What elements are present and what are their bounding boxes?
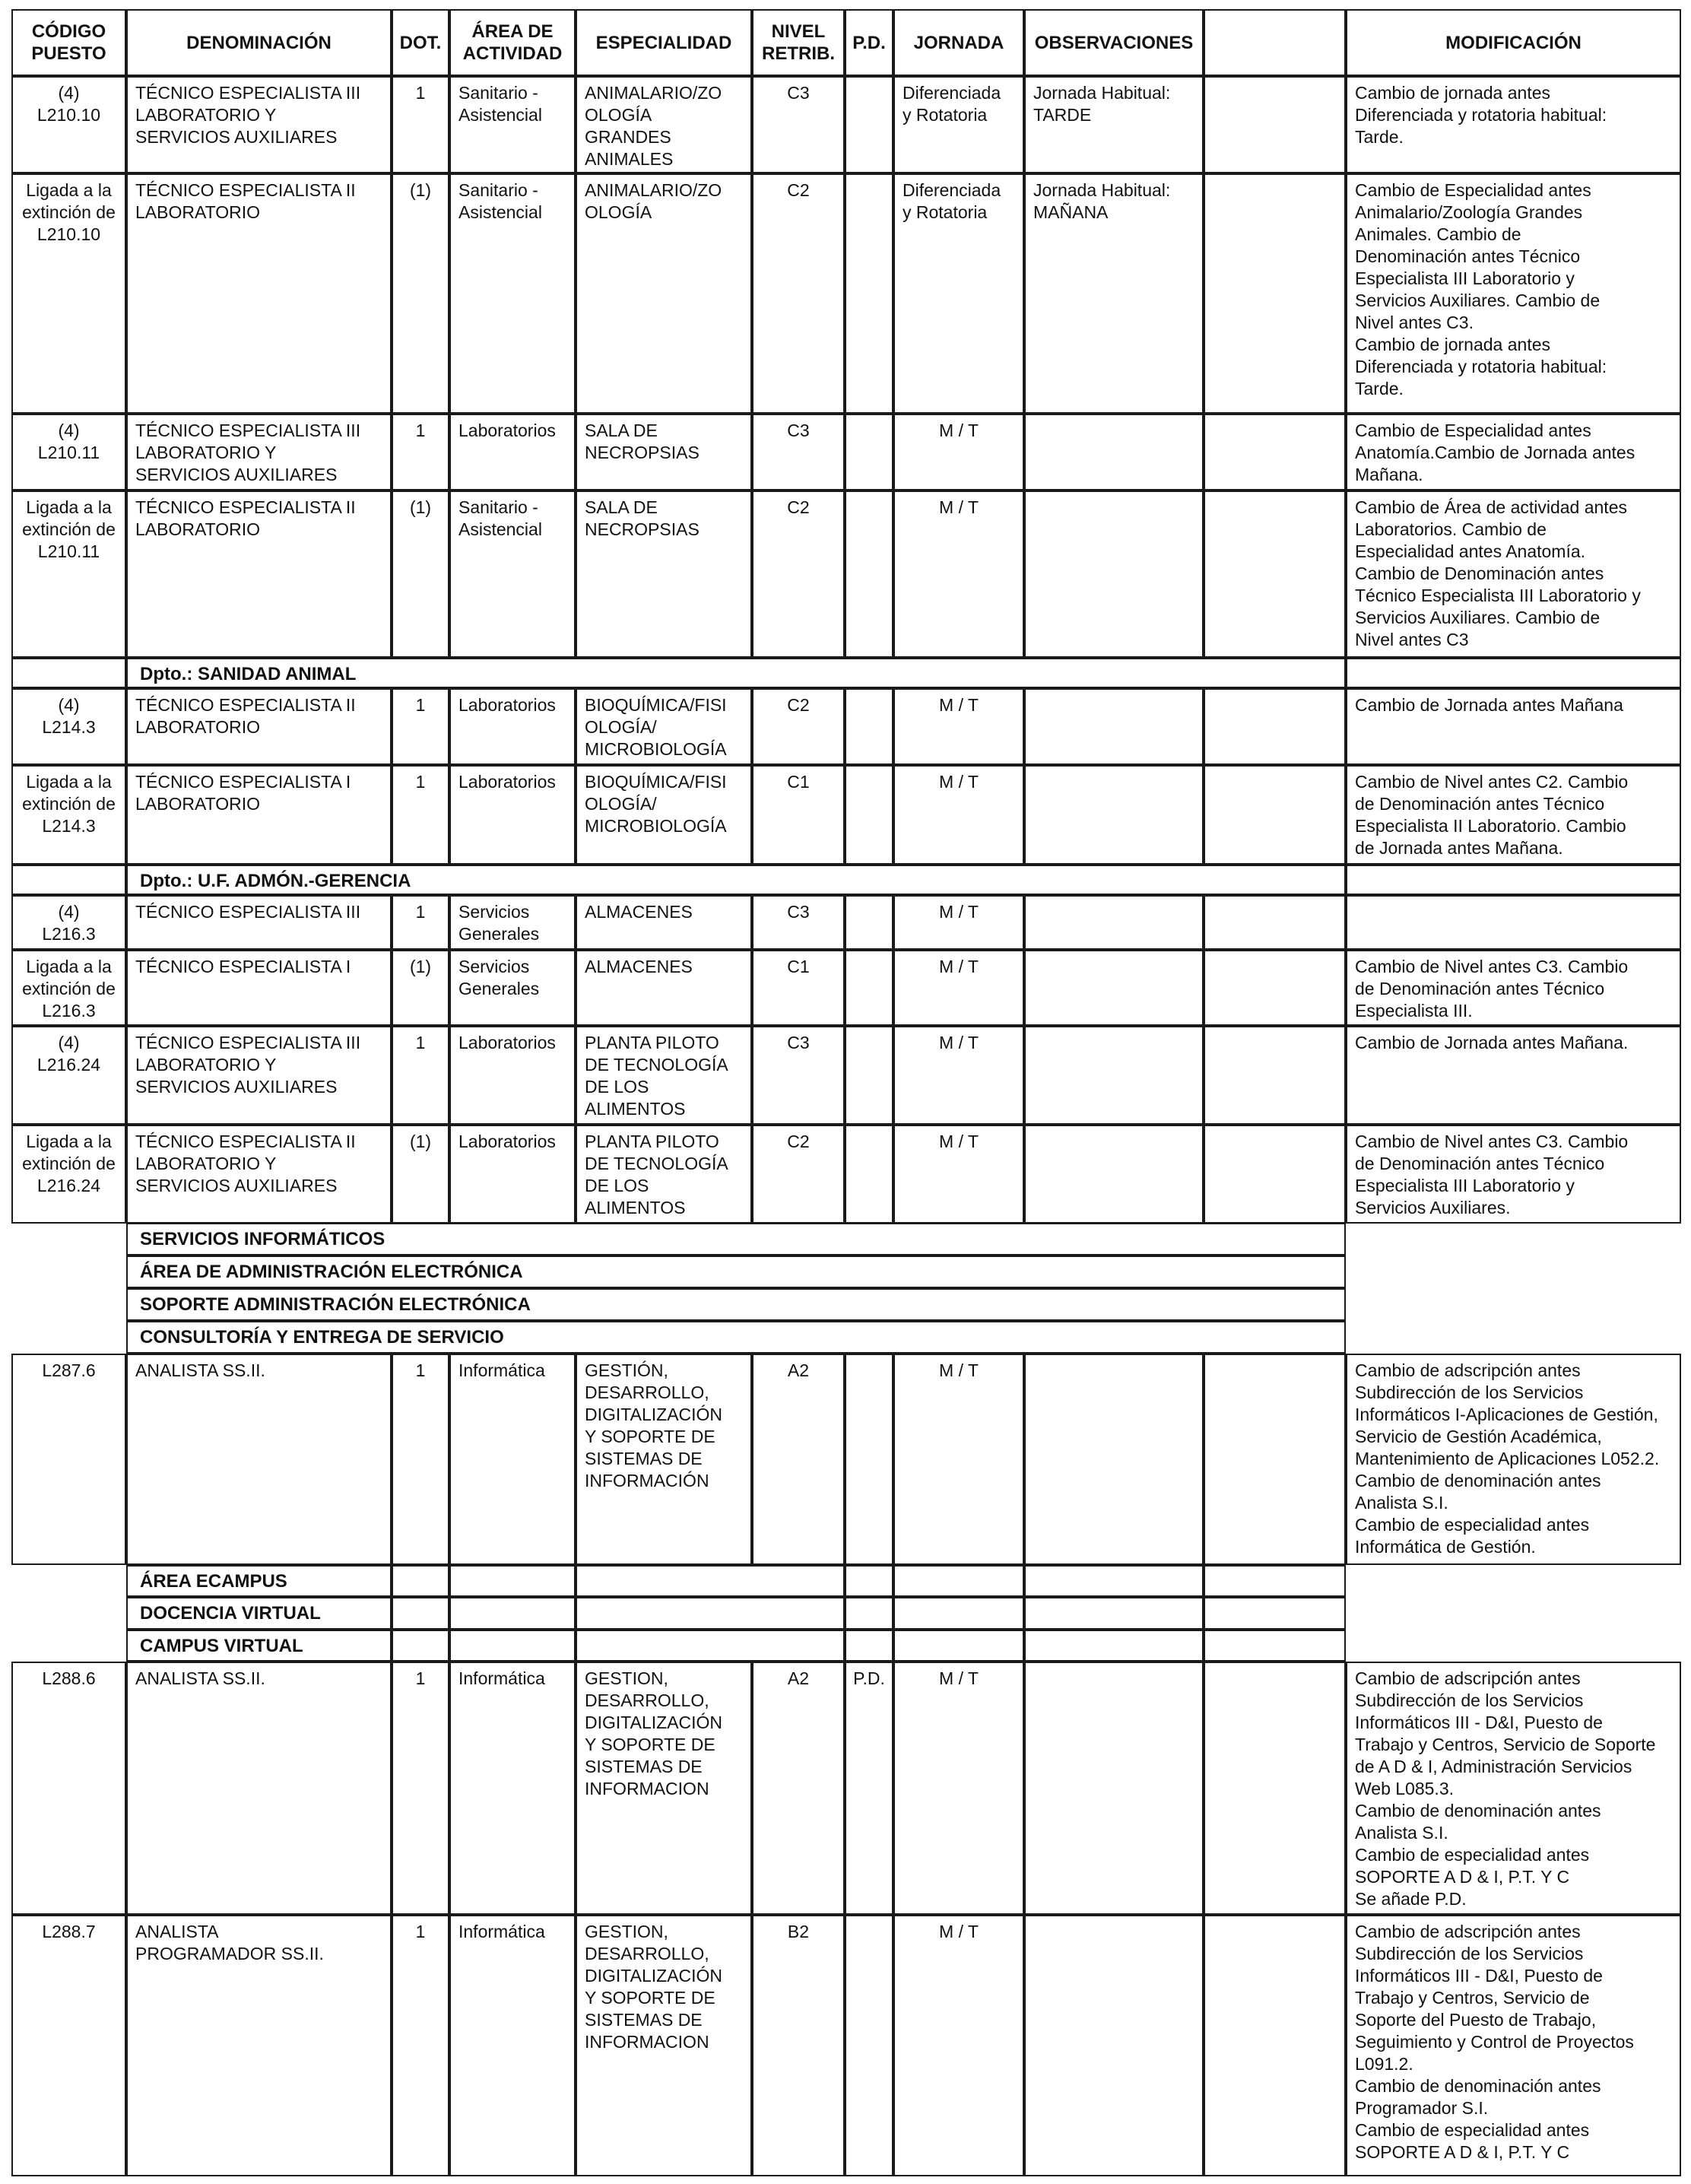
cell-dot: (1) bbox=[392, 173, 449, 414]
cell-modificacion: Cambio de Nivel antes C3. Cambio de Denominación antes Técnico Especialista III Laboratorio y Servicios Auxiliares. bbox=[1346, 1125, 1681, 1224]
cell-modificacion: Cambio de Especialidad antes Anatomía.Cambio de Jornada antes Mañana. bbox=[1346, 414, 1681, 490]
band-grid-cell bbox=[576, 1565, 845, 1597]
cell-jornada: M / T bbox=[893, 414, 1024, 490]
cell-pd bbox=[845, 1354, 893, 1565]
cell-pd bbox=[845, 173, 893, 414]
cell-denominacion: TÉCNICO ESPECIALISTA II LABORATORIO bbox=[126, 490, 392, 658]
cell-nivel: C2 bbox=[752, 490, 845, 658]
cell-observaciones bbox=[1024, 1026, 1204, 1125]
section-band-area_ecampus: ÁREA ECAMPUS bbox=[126, 1565, 392, 1597]
cell-blank bbox=[1204, 173, 1346, 414]
cell-pd bbox=[845, 414, 893, 490]
cell-denominacion: TÉCNICO ESPECIALISTA III LABORATORIO Y SERVICIOS AUXILIARES bbox=[126, 414, 392, 490]
cell-codigo: Ligada a la extinción de L216.3 bbox=[11, 950, 126, 1026]
cell-denominacion: TÉCNICO ESPECIALISTA II LABORATORIO Y SERVICIOS AUXILIARES bbox=[126, 1125, 392, 1224]
cell-denominacion: TÉCNICO ESPECIALISTA II LABORATORIO bbox=[126, 688, 392, 765]
cell-codigo: (4) L216.24 bbox=[11, 1026, 126, 1125]
band-grid-cell bbox=[1024, 1597, 1204, 1630]
cell-blank bbox=[1204, 688, 1346, 765]
header-especialidad: ESPECIALIDAD bbox=[576, 9, 752, 76]
cell-area: Sanitario - Asistencial bbox=[449, 173, 576, 414]
cell-nivel: C2 bbox=[752, 688, 845, 765]
cell-modificacion: Cambio de adscripción antes Subdirección de los Servicios Informáticos III - D&I, Puesto de Trabajo y Centros, Servicio de Soporte de A D & I, Administración Servicios Web L085.3. Cambio de denominación antes Analista S.I. Cambio de especialidad antes SOPORTE A D & I, P.T. Y C Se añade P.D. bbox=[1346, 1662, 1681, 1915]
cell-blank bbox=[1204, 490, 1346, 658]
cell-jornada: Diferenciada y Rotatoria bbox=[893, 76, 1024, 173]
cell-modificacion: Cambio de adscripción antes Subdirección de los Servicios Informáticos I-Aplicaciones de Gestión, Servicio de Gestión Académica, Mantenimiento de Aplicaciones L052.2. Cambio de denominación antes Analista S.I. Cambio de especialidad antes Informática de Gestión. bbox=[1346, 1354, 1681, 1565]
cell-nivel: A2 bbox=[752, 1662, 845, 1915]
header-modificacion: MODIFICACIÓN bbox=[1346, 9, 1681, 76]
cell-observaciones bbox=[1024, 490, 1204, 658]
cell-denominacion: TÉCNICO ESPECIALISTA II LABORATORIO bbox=[126, 173, 392, 414]
band-right-blank bbox=[1346, 658, 1681, 688]
cell-codigo: Ligada a la extinción de L210.10 bbox=[11, 173, 126, 414]
cell-pd bbox=[845, 950, 893, 1026]
band-grid-cell bbox=[576, 1630, 845, 1662]
cell-pd bbox=[845, 895, 893, 950]
cell-dot: 1 bbox=[392, 765, 449, 865]
cell-jornada: M / T bbox=[893, 688, 1024, 765]
cell-jornada: M / T bbox=[893, 765, 1024, 865]
cell-especialidad: GESTION, DESARROLLO, DIGITALIZACIÓN Y SOPORTE DE SISTEMAS DE INFORMACION bbox=[576, 1662, 752, 1915]
cell-area: Laboratorios bbox=[449, 1026, 576, 1125]
cell-jornada: Diferenciada y Rotatoria bbox=[893, 173, 1024, 414]
cell-observaciones bbox=[1024, 1915, 1204, 2176]
cell-denominacion: TÉCNICO ESPECIALISTA III bbox=[126, 895, 392, 950]
cell-codigo: L288.6 bbox=[11, 1662, 126, 1915]
cell-blank bbox=[1204, 76, 1346, 173]
section-band-campus_virtual: CAMPUS VIRTUAL bbox=[126, 1630, 392, 1662]
cell-especialidad: ALMACENES bbox=[576, 950, 752, 1026]
header-codigo: CÓDIGO PUESTO bbox=[11, 9, 126, 76]
section-band-servicios_informaticos: SERVICIOS INFORMÁTICOS bbox=[126, 1223, 1346, 1255]
cell-denominacion: TÉCNICO ESPECIALISTA III LABORATORIO Y SERVICIOS AUXILIARES bbox=[126, 1026, 392, 1125]
band-grid-cell bbox=[392, 1597, 449, 1630]
cell-observaciones: Jornada Habitual: MAÑANA bbox=[1024, 173, 1204, 414]
cell-blank bbox=[1204, 1354, 1346, 1565]
cell-jornada: M / T bbox=[893, 1915, 1024, 2176]
cell-denominacion: ANALISTA SS.II. bbox=[126, 1662, 392, 1915]
cell-jornada: M / T bbox=[893, 490, 1024, 658]
cell-observaciones bbox=[1024, 688, 1204, 765]
cell-blank bbox=[1204, 950, 1346, 1026]
cell-area: Laboratorios bbox=[449, 688, 576, 765]
cell-area: Servicios Generales bbox=[449, 950, 576, 1026]
cell-jornada: M / T bbox=[893, 1026, 1024, 1125]
cell-modificacion: Cambio de jornada antes Diferenciada y rotatoria habitual: Tarde. bbox=[1346, 76, 1681, 173]
cell-especialidad: BIOQUÍMICA/FISI OLOGÍA/ MICROBIOLOGÍA bbox=[576, 688, 752, 765]
cell-observaciones bbox=[1024, 1125, 1204, 1224]
cell-modificacion: Cambio de Nivel antes C3. Cambio de Denominación antes Técnico Especialista III. bbox=[1346, 950, 1681, 1026]
cell-area: Laboratorios bbox=[449, 765, 576, 865]
cell-observaciones bbox=[1024, 895, 1204, 950]
cell-pd bbox=[845, 765, 893, 865]
cell-especialidad: ALMACENES bbox=[576, 895, 752, 950]
cell-blank bbox=[1204, 1662, 1346, 1915]
band-grid-cell bbox=[845, 1597, 893, 1630]
cell-pd: P.D. bbox=[845, 1662, 893, 1915]
cell-observaciones bbox=[1024, 414, 1204, 490]
cell-modificacion: Cambio de Área de actividad antes Laboratorios. Cambio de Especialidad antes Anatomía. Cambio de Denominación antes Técnico Especialista III Laboratorio y Servicios Auxiliares. Cambio de Nivel antes C3 bbox=[1346, 490, 1681, 658]
band-grid-cell bbox=[893, 1597, 1024, 1630]
cell-pd bbox=[845, 688, 893, 765]
cell-modificacion: Cambio de Especialidad antes Animalario/Zoología Grandes Animales. Cambio de Denominación antes Técnico Especialista III Laboratorio y Servicios Auxiliares. Cambio de Nivel antes C3. Cambio de jornada antes Diferenciada y rotatoria habitual: Tarde. bbox=[1346, 173, 1681, 414]
cell-codigo: Ligada a la extinción de L216.24 bbox=[11, 1125, 126, 1224]
cell-codigo: (4) L210.10 bbox=[11, 76, 126, 173]
cell-especialidad: SALA DE NECROPSIAS bbox=[576, 490, 752, 658]
cell-pd bbox=[845, 1125, 893, 1224]
cell-dot: (1) bbox=[392, 1125, 449, 1224]
header-pd: P.D. bbox=[845, 9, 893, 76]
cell-dot: 1 bbox=[392, 414, 449, 490]
cell-jornada: M / T bbox=[893, 1125, 1024, 1224]
header-jornada: JORNADA bbox=[893, 9, 1024, 76]
band-grid-cell bbox=[1024, 1565, 1204, 1597]
band-grid-cell bbox=[392, 1565, 449, 1597]
cell-dot: 1 bbox=[392, 1354, 449, 1565]
cell-dot: 1 bbox=[392, 895, 449, 950]
cell-blank bbox=[1204, 895, 1346, 950]
section-band-consultoria: CONSULTORÍA Y ENTREGA DE SERVICIO bbox=[126, 1321, 1346, 1354]
band-grid-cell bbox=[576, 1597, 845, 1630]
cell-area: Informática bbox=[449, 1915, 576, 2176]
section-band-area_admin_electronica: ÁREA DE ADMINISTRACIÓN ELECTRÓNICA bbox=[126, 1255, 1346, 1288]
cell-blank bbox=[1204, 1026, 1346, 1125]
cell-dot: 1 bbox=[392, 1915, 449, 2176]
cell-pd bbox=[845, 76, 893, 173]
cell-especialidad: BIOQUÍMICA/FISI OLOGÍA/ MICROBIOLOGÍA bbox=[576, 765, 752, 865]
cell-observaciones bbox=[1024, 1662, 1204, 1915]
band-grid-cell bbox=[449, 1630, 576, 1662]
cell-pd bbox=[845, 1026, 893, 1125]
cell-blank bbox=[1204, 414, 1346, 490]
band-grid-cell bbox=[449, 1597, 576, 1630]
cell-nivel: C1 bbox=[752, 765, 845, 865]
cell-area: Informática bbox=[449, 1662, 576, 1915]
band-left-blank bbox=[11, 865, 126, 895]
cell-especialidad: SALA DE NECROPSIAS bbox=[576, 414, 752, 490]
cell-modificacion: Cambio de Jornada antes Mañana bbox=[1346, 688, 1681, 765]
cell-nivel: C3 bbox=[752, 76, 845, 173]
cell-nivel: C3 bbox=[752, 1026, 845, 1125]
cell-dot: (1) bbox=[392, 490, 449, 658]
section-band-dpto_sanidad: Dpto.: SANIDAD ANIMAL bbox=[126, 658, 1346, 688]
cell-especialidad: GESTION, DESARROLLO, DIGITALIZACIÓN Y SOPORTE DE SISTEMAS DE INFORMACION bbox=[576, 1915, 752, 2176]
cell-codigo: L287.6 bbox=[11, 1354, 126, 1565]
cell-codigo: Ligada a la extinción de L210.11 bbox=[11, 490, 126, 658]
cell-modificacion: Cambio de Jornada antes Mañana. bbox=[1346, 1026, 1681, 1125]
cell-modificacion: Cambio de adscripción antes Subdirección de los Servicios Informáticos III - D&I, Puesto de Trabajo y Centros, Servicio de Soporte del Puesto de Trabajo, Seguimiento y Control de Proyectos L091.2. Cambio de denominación antes Programador S.I. Cambio de especialidad antes SOPORTE A D & I, P.T. Y C bbox=[1346, 1915, 1681, 2176]
band-grid-cell bbox=[1204, 1565, 1346, 1597]
band-grid-cell bbox=[392, 1630, 449, 1662]
cell-dot: 1 bbox=[392, 76, 449, 173]
cell-denominacion: ANALISTA PROGRAMADOR SS.II. bbox=[126, 1915, 392, 2176]
cell-observaciones bbox=[1024, 765, 1204, 865]
band-grid-cell bbox=[893, 1565, 1024, 1597]
cell-area: Sanitario - Asistencial bbox=[449, 76, 576, 173]
header-area: ÁREA DE ACTIVIDAD bbox=[449, 9, 576, 76]
cell-codigo: (4) L216.3 bbox=[11, 895, 126, 950]
band-grid-cell bbox=[1024, 1630, 1204, 1662]
cell-denominacion: TÉCNICO ESPECIALISTA I LABORATORIO bbox=[126, 765, 392, 865]
cell-nivel: C3 bbox=[752, 895, 845, 950]
header-denominacion: DENOMINACIÓN bbox=[126, 9, 392, 76]
cell-modificacion bbox=[1346, 895, 1681, 950]
cell-nivel: C2 bbox=[752, 173, 845, 414]
band-grid-cell bbox=[1204, 1597, 1346, 1630]
band-grid-cell bbox=[845, 1630, 893, 1662]
band-right-blank bbox=[1346, 865, 1681, 895]
cell-denominacion: ANALISTA SS.II. bbox=[126, 1354, 392, 1565]
cell-jornada: M / T bbox=[893, 1662, 1024, 1915]
cell-area: Laboratorios bbox=[449, 1125, 576, 1224]
cell-jornada: M / T bbox=[893, 895, 1024, 950]
header-nivel: NIVEL RETRIB. bbox=[752, 9, 845, 76]
cell-blank bbox=[1204, 765, 1346, 865]
header-blank bbox=[1204, 9, 1346, 76]
cell-pd bbox=[845, 490, 893, 658]
cell-area: Sanitario - Asistencial bbox=[449, 490, 576, 658]
cell-nivel: A2 bbox=[752, 1354, 845, 1565]
cell-jornada: M / T bbox=[893, 950, 1024, 1026]
section-band-dpto_admon: Dpto.: U.F. ADMÓN.-GERENCIA bbox=[126, 865, 1346, 895]
cell-denominacion: TÉCNICO ESPECIALISTA I bbox=[126, 950, 392, 1026]
cell-dot: 1 bbox=[392, 1662, 449, 1915]
cell-nivel: B2 bbox=[752, 1915, 845, 2176]
cell-nivel: C1 bbox=[752, 950, 845, 1026]
cell-dot: (1) bbox=[392, 950, 449, 1026]
cell-codigo: (4) L210.11 bbox=[11, 414, 126, 490]
cell-observaciones bbox=[1024, 950, 1204, 1026]
cell-especialidad: ANIMALARIO/ZO OLOGÍA GRANDES ANIMALES bbox=[576, 76, 752, 173]
cell-nivel: C3 bbox=[752, 414, 845, 490]
cell-blank bbox=[1204, 1125, 1346, 1224]
header-dot: DOT. bbox=[392, 9, 449, 76]
cell-especialidad: PLANTA PILOTO DE TECNOLOGÍA DE LOS ALIMENTOS bbox=[576, 1026, 752, 1125]
band-grid-cell bbox=[845, 1565, 893, 1597]
cell-codigo: L288.7 bbox=[11, 1915, 126, 2176]
cell-codigo: Ligada a la extinción de L214.3 bbox=[11, 765, 126, 865]
cell-jornada: M / T bbox=[893, 1354, 1024, 1565]
header-observaciones: OBSERVACIONES bbox=[1024, 9, 1204, 76]
cell-observaciones: Jornada Habitual: TARDE bbox=[1024, 76, 1204, 173]
band-grid-cell bbox=[893, 1630, 1024, 1662]
cell-modificacion: Cambio de Nivel antes C2. Cambio de Denominación antes Técnico Especialista II Laboratorio. Cambio de Jornada antes Mañana. bbox=[1346, 765, 1681, 865]
cell-dot: 1 bbox=[392, 1026, 449, 1125]
section-band-docencia_virtual: DOCENCIA VIRTUAL bbox=[126, 1597, 392, 1630]
cell-nivel: C2 bbox=[752, 1125, 845, 1224]
band-grid-cell bbox=[449, 1565, 576, 1597]
cell-especialidad: ANIMALARIO/ZO OLOGÍA bbox=[576, 173, 752, 414]
cell-area: Laboratorios bbox=[449, 414, 576, 490]
cell-dot: 1 bbox=[392, 688, 449, 765]
cell-especialidad: GESTIÓN, DESARROLLO, DIGITALIZACIÓN Y SOPORTE DE SISTEMAS DE INFORMACIÓN bbox=[576, 1354, 752, 1565]
cell-area: Servicios Generales bbox=[449, 895, 576, 950]
cell-codigo: (4) L214.3 bbox=[11, 688, 126, 765]
cell-area: Informática bbox=[449, 1354, 576, 1565]
cell-especialidad: PLANTA PILOTO DE TECNOLOGÍA DE LOS ALIMENTOS bbox=[576, 1125, 752, 1224]
personnel-table bbox=[11, 9, 1681, 2176]
cell-denominacion: TÉCNICO ESPECIALISTA III LABORATORIO Y SERVICIOS AUXILIARES bbox=[126, 76, 392, 173]
band-grid-cell bbox=[1204, 1630, 1346, 1662]
cell-blank bbox=[1204, 1915, 1346, 2176]
band-left-blank bbox=[11, 658, 126, 688]
section-band-soporte_admin_electronica: SOPORTE ADMINISTRACIÓN ELECTRÓNICA bbox=[126, 1288, 1346, 1321]
cell-observaciones bbox=[1024, 1354, 1204, 1565]
cell-pd bbox=[845, 1915, 893, 2176]
